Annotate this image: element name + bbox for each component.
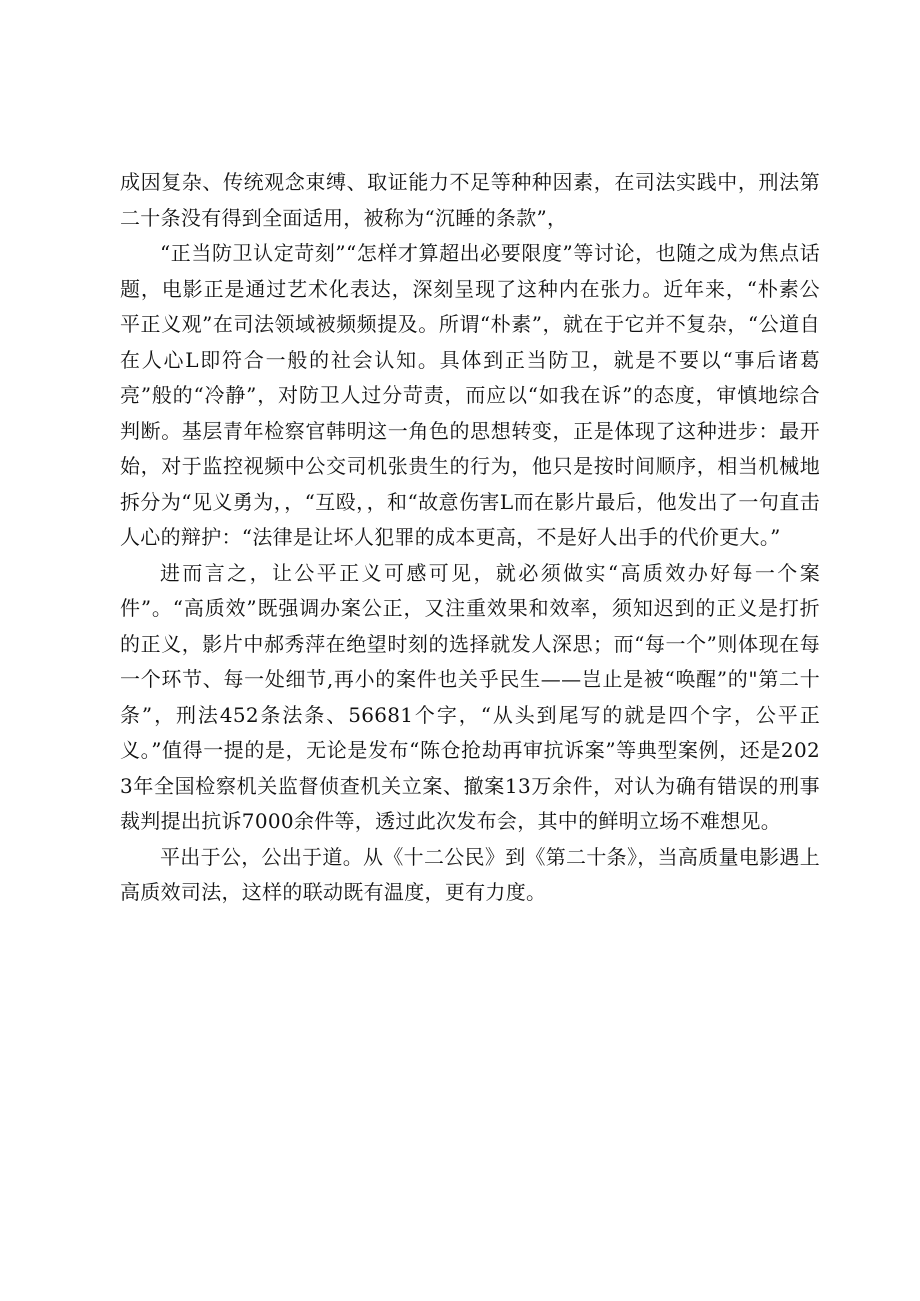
paragraph-3: 进而言之，让公平正义可感可见，就必须做实“高质效办好每一个案件”。“高质效”既强调办案公正，又注重效果和效率，须知迟到的正义是打折的正义，影片中郝秀萍在绝望时刻的选择就发人深思；而“每一个”则体现在每一个环节、每一处细节,再小的案件也关乎民生——岂止是被“唤醒”的"第二十条”，刑法452条法条、56681个字，“从头到尾写的就是四个字，公平正义。”值得一提的是，无论是发布“陈仓抢劫再审抗诉案”等典型案例，还是2023年全国检察机关监督侦查机关立案、撤案13万余件，对认为确有错误的刑事裁判提出抗诉7000余件等，透过此次发布会，其中的鲜明立场不难想见。 xyxy=(120,560,820,833)
paragraph-4: 平出于公，公出于道。从《十二公民》到《第二十条》，当高质量电影遇上高质效司法，这样的联动既有温度，更有力度。 xyxy=(120,844,820,904)
document-body xyxy=(120,165,820,911)
paragraph-1: 成因复杂、传统观念束缚、取证能力不足等种种因素，在司法实践中，刑法第二十条没有得到全面适用，被称为“沉睡的条款”， xyxy=(120,170,820,230)
paragraph-2: “正当防卫认定苛刻”“怎样才算超出必要限度”等讨论，也随之成为焦点话题，电影正是通过艺术化表达，深刻呈现了这种内在张力。近年来，“朴素公平正义观”在司法领域被频频提及。所谓“朴素”，就在于它并不复杂，“公道自在人心L即符合一般的社会认知。具体到正当防卫，就是不要以“事后诸葛亮”般的“冷静”，对防卫人过分苛责，而应以“如我在诉”的态度，审慎地综合判断。基层青年检察官韩明这一角色的思想转变，正是体现了这种进步：最开始，对于监控视频中公交司机张贵生的行为，他只是按时间顺序，相当机械地拆分为“见义勇为，，“互殴，，和“故意伤害L而在影片最后，他发出了一句直击人心的辩护：“法律是让坏人犯罪的成本更高，不是好人出手的代价更大。” xyxy=(120,241,820,549)
